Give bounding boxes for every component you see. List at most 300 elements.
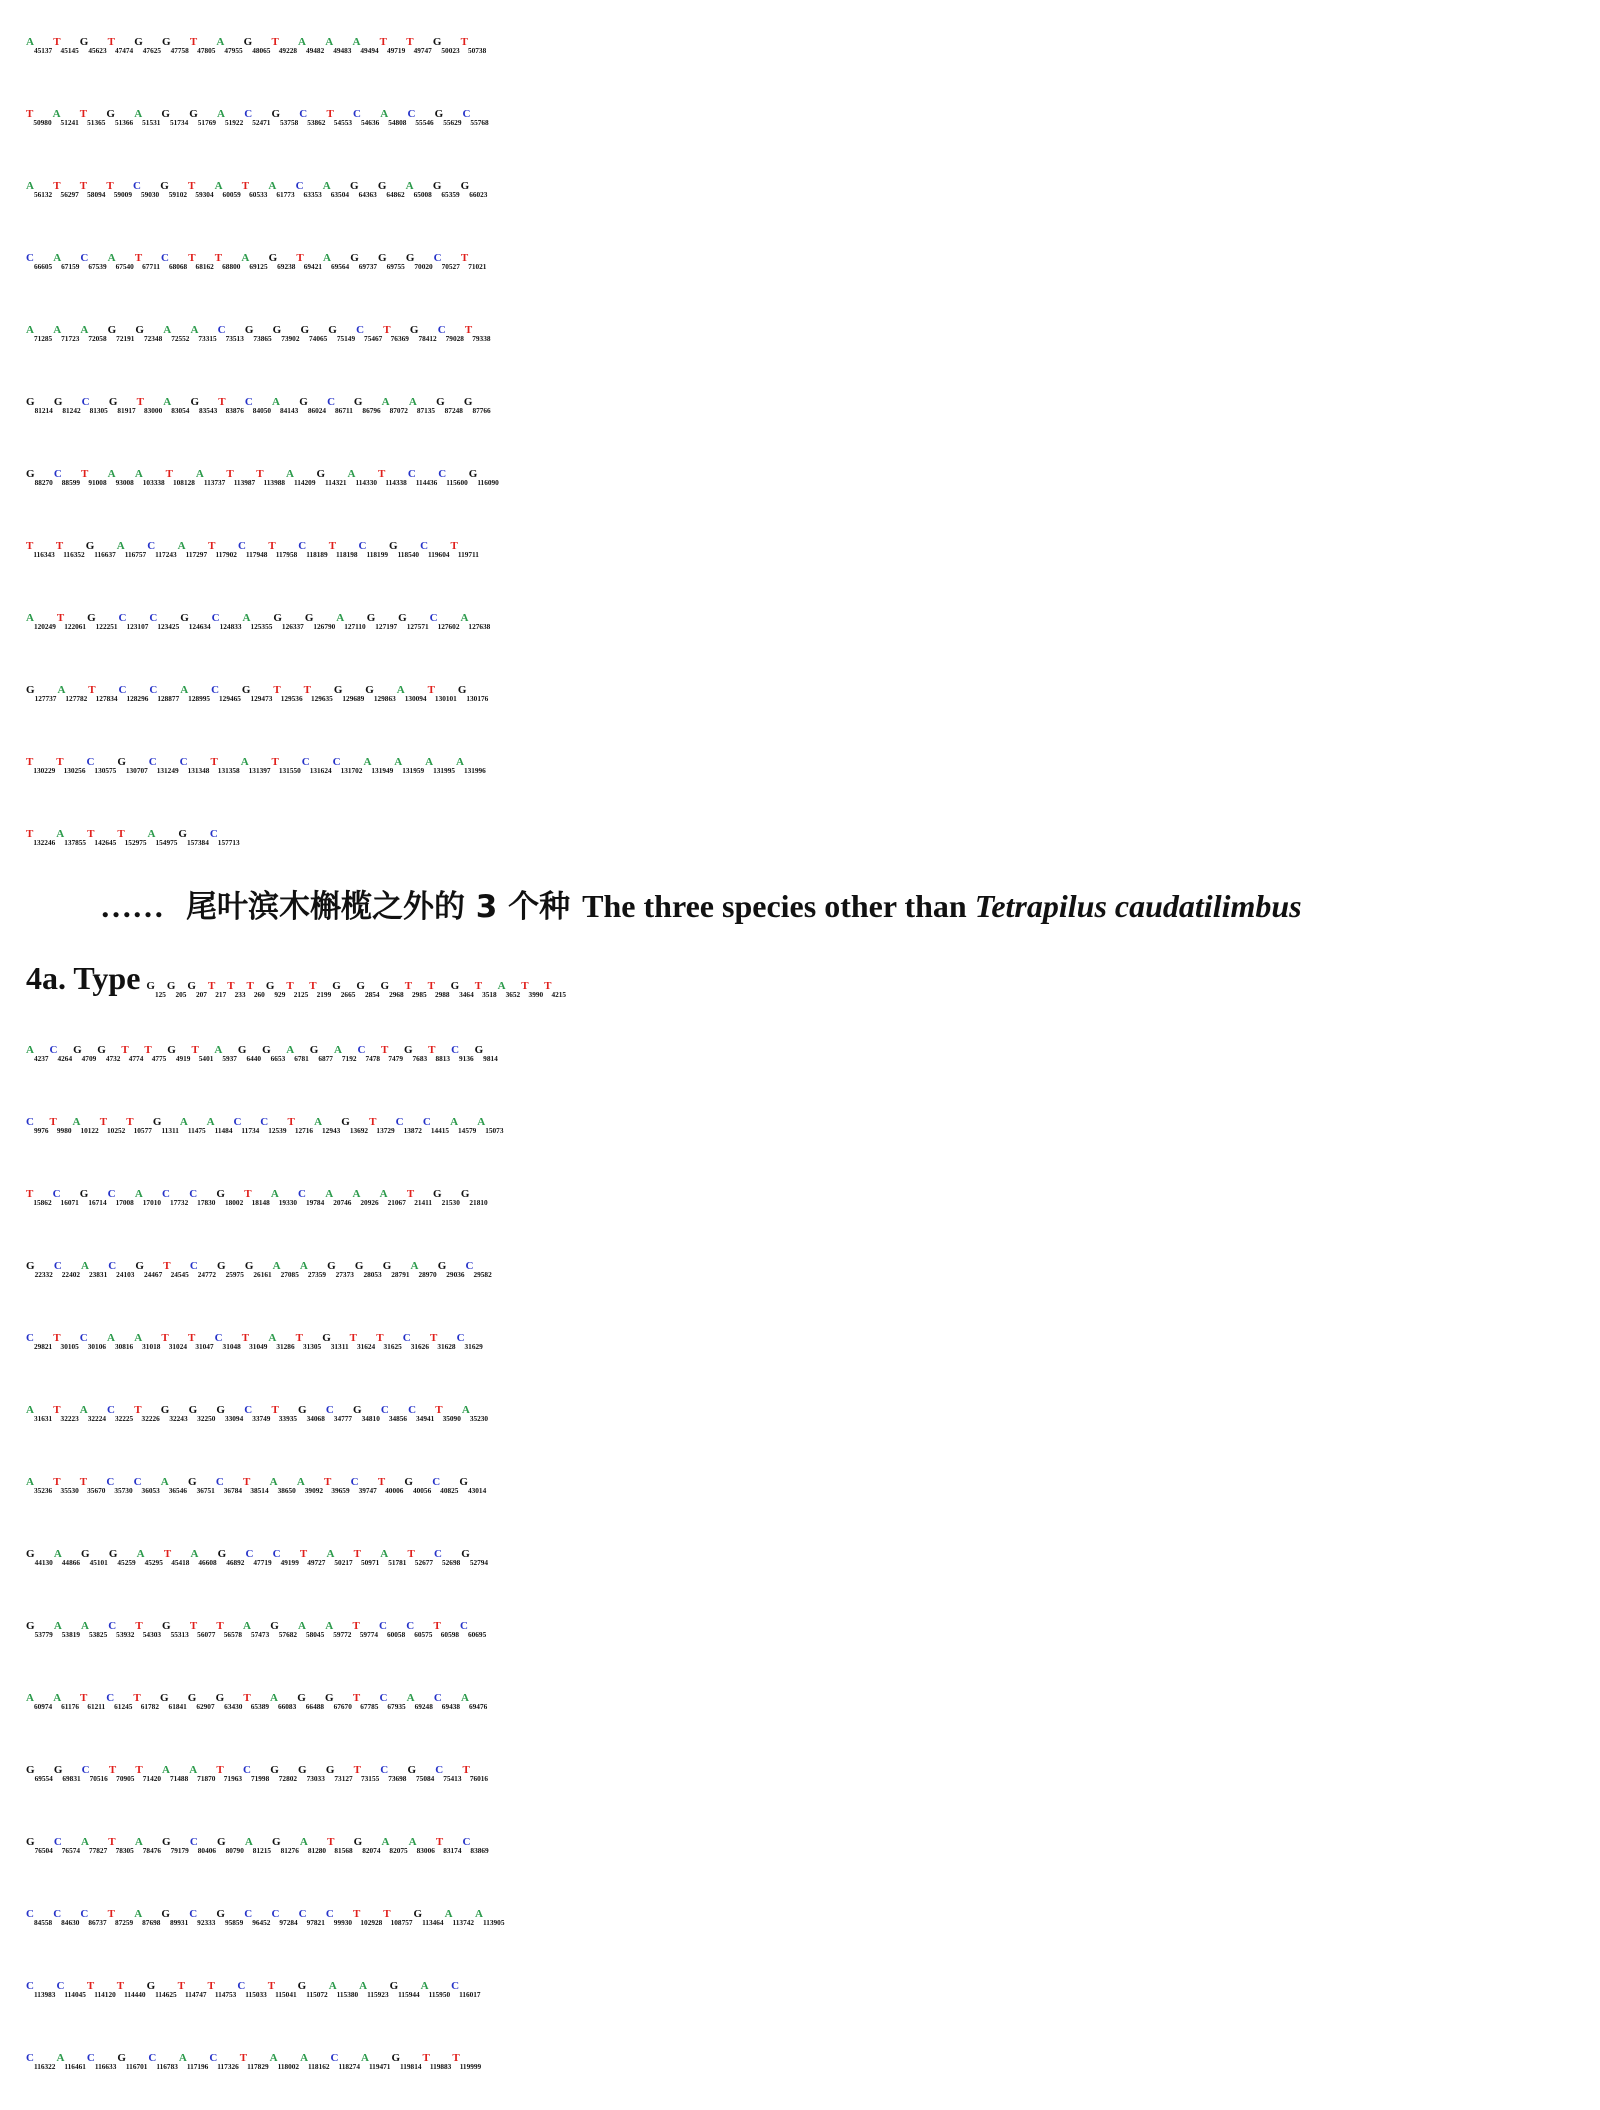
variant-site (116, 1980, 147, 1999)
site-position: 11484 (214, 1126, 233, 1135)
nucleotide-base: C (465, 1260, 474, 1272)
site-position: 49482 (305, 46, 325, 55)
nucleotide-base: C (325, 1908, 334, 1920)
nucleotide-base: A (80, 324, 89, 336)
nucleotide-base: G (159, 1692, 169, 1704)
site-position: 34810 (361, 1414, 380, 1423)
variant-site (53, 324, 80, 343)
variant-site (465, 1260, 493, 1279)
nucleotide-base: C (80, 1908, 89, 1920)
site-position: 113983 (33, 1990, 56, 1999)
variant-site (207, 1980, 238, 1999)
nucleotide-base: G (26, 1764, 35, 1776)
variant-site (53, 1764, 82, 1783)
nucleotide-base: C (209, 828, 218, 840)
nucleotide-base: T (88, 684, 96, 696)
site-position: 71021 (468, 262, 487, 271)
nucleotide-base: G (316, 468, 326, 480)
nucleotide-base: A (195, 468, 204, 480)
nucleotide-base: G (463, 396, 473, 408)
site-position: 68800 (222, 262, 241, 271)
sequence-line (26, 1102, 1586, 1174)
site-position: 130707 (125, 766, 148, 775)
site-position: 51365 (87, 118, 106, 127)
site-position: 35230 (469, 1414, 489, 1423)
variant-site (352, 1692, 380, 1711)
variant-site (420, 1980, 451, 1999)
site-position: 119711 (457, 550, 479, 559)
site-position: 122251 (95, 622, 118, 631)
nucleotide-base: G (53, 1764, 63, 1776)
variant-site (167, 1044, 191, 1063)
site-position: 26161 (253, 1270, 272, 1279)
nucleotide-base: A (298, 36, 306, 48)
variant-site (420, 540, 450, 559)
site-position: 117243 (155, 550, 177, 559)
variant-site (408, 1836, 436, 1855)
variant-site (216, 1620, 243, 1639)
variant-site (187, 1692, 216, 1711)
site-position: 113988 (263, 478, 286, 487)
site-position: 76369 (390, 334, 409, 343)
site-position: 118198 (336, 550, 358, 559)
variant-site (269, 1476, 297, 1495)
nucleotide-base: T (26, 1188, 34, 1200)
nucleotide-base: G (333, 684, 343, 696)
site-position: 39747 (358, 1486, 377, 1495)
nucleotide-base: A (53, 252, 62, 264)
nucleotide-base: G (217, 1548, 227, 1560)
site-position: 83869 (470, 1846, 489, 1855)
variant-site (134, 108, 161, 127)
site-position: 5937 (222, 1054, 237, 1063)
nucleotide-base: G (162, 1836, 171, 1848)
nucleotide-base: C (301, 756, 310, 768)
variant-site (52, 108, 80, 127)
variant-site (298, 1908, 326, 1927)
variant-site (438, 468, 468, 487)
nucleotide-base: T (26, 828, 34, 840)
variant-site (26, 108, 53, 127)
variant-site (296, 1476, 324, 1495)
site-position: 132246 (33, 838, 56, 847)
nucleotide-base: G (265, 980, 275, 992)
variant-site (53, 1836, 81, 1855)
variant-site (135, 1260, 163, 1279)
variant-site (325, 1692, 353, 1711)
nucleotide-base: C (456, 1332, 465, 1344)
site-position: 56297 (60, 190, 79, 199)
site-position: 97284 (279, 1918, 298, 1927)
variant-site (216, 1908, 244, 1927)
nucleotide-base: A (405, 180, 414, 192)
variant-site (218, 396, 245, 415)
site-position: 34856 (388, 1414, 408, 1423)
variant-site (134, 468, 166, 487)
variant-site (107, 1908, 135, 1927)
site-position: 108757 (390, 1918, 413, 1927)
nucleotide-base: G (244, 1260, 254, 1272)
site-position: 31047 (195, 1342, 214, 1351)
site-position: 59009 (113, 190, 132, 199)
site-position: 126790 (313, 622, 336, 631)
variant-site (178, 828, 209, 847)
nucleotide-base: A (56, 828, 65, 840)
site-position: 119999 (459, 2062, 482, 2071)
site-position: 83054 (171, 406, 190, 415)
nucleotide-base: T (286, 980, 294, 992)
site-position: 127834 (95, 694, 118, 703)
site-position: 49483 (333, 46, 352, 55)
variant-site (216, 1404, 244, 1423)
variant-site (26, 1116, 50, 1135)
site-position: 51781 (388, 1558, 407, 1567)
variant-site (325, 36, 352, 55)
nucleotide-base: C (420, 540, 429, 552)
variant-site (117, 2052, 148, 2071)
variant-site (214, 1044, 238, 1063)
nucleotide-base: G (432, 36, 442, 48)
nucleotide-base: A (134, 1908, 143, 1920)
variant-site (121, 1044, 144, 1063)
site-position: 47625 (142, 46, 162, 55)
variant-site (246, 980, 266, 999)
site-position: 49747 (413, 46, 432, 55)
nucleotide-base: T (239, 2052, 248, 2064)
site-position: 115072 (306, 1990, 328, 1999)
variant-site (188, 1476, 216, 1495)
site-position: 71998 (250, 1774, 270, 1783)
variant-site (256, 468, 286, 487)
variant-site (462, 108, 489, 127)
site-position: 27085 (280, 1270, 299, 1279)
variant-site (214, 1332, 242, 1351)
variant-site (244, 396, 272, 415)
variant-site (190, 396, 218, 415)
site-position: 17008 (115, 1198, 134, 1207)
variant-site (56, 612, 87, 631)
site-position: 55629 (443, 118, 462, 127)
variant-site (191, 1044, 214, 1063)
nucleotide-base: G (215, 1692, 225, 1704)
variant-site (381, 1044, 404, 1063)
site-position: 31626 (410, 1342, 429, 1351)
nucleotide-base: G (108, 396, 118, 408)
variant-site (209, 2052, 239, 2071)
nucleotide-base: G (216, 1188, 225, 1200)
nucleotide-base: T (188, 1332, 196, 1344)
nucleotide-base: T (327, 1836, 335, 1848)
site-position: 114120 (94, 1990, 116, 1999)
site-position: 47719 (253, 1558, 272, 1567)
variant-site (195, 468, 226, 487)
variant-site (134, 36, 162, 55)
nucleotide-base: G (300, 324, 310, 336)
variant-site (56, 828, 87, 847)
variant-site (26, 1836, 54, 1855)
nucleotide-base: A (26, 180, 34, 192)
site-position: 31305 (302, 1342, 322, 1351)
variant-site (227, 980, 246, 999)
variant-site (325, 1764, 354, 1783)
nucleotide-base: A (359, 1980, 368, 1992)
nucleotide-base: A (163, 396, 172, 408)
variant-site (330, 2052, 361, 2071)
variant-site (244, 1836, 272, 1855)
nucleotide-base: G (216, 1404, 225, 1416)
nucleotide-base: T (53, 1476, 61, 1488)
site-position: 118002 (277, 2062, 300, 2071)
variant-site (161, 1332, 188, 1351)
sequence-line (26, 1390, 1586, 1462)
heading-chinese: 尾叶滨木槲榄之外的 3 个种 (186, 889, 571, 925)
variant-site (429, 1332, 457, 1351)
nucleotide-base: T (86, 1980, 95, 1992)
variant-site (134, 1908, 161, 1927)
variant-site (244, 1404, 271, 1423)
variant-site (444, 1908, 475, 1927)
site-position: 72058 (88, 334, 107, 343)
site-position: 115041 (275, 1990, 297, 1999)
nucleotide-base: C (214, 1332, 223, 1344)
nucleotide-base: T (299, 1548, 308, 1560)
nucleotide-base: G (146, 980, 155, 992)
nucleotide-base: A (336, 612, 345, 624)
site-position: 21411 (414, 1198, 433, 1207)
site-position: 2854 (364, 990, 380, 999)
site-position: 75467 (364, 334, 383, 343)
site-position: 157384 (186, 838, 209, 847)
variant-site (237, 540, 268, 559)
site-position: 8813 (435, 1054, 451, 1063)
variant-site (136, 1548, 164, 1567)
site-position: 47805 (197, 46, 216, 55)
nucleotide-base: T (106, 180, 114, 192)
nucleotide-base: G (460, 1188, 470, 1200)
variant-site (298, 1620, 325, 1639)
variant-site (333, 1044, 358, 1063)
nucleotide-base: C (244, 108, 253, 120)
nucleotide-base: T (324, 1476, 332, 1488)
nucleotide-base: G (262, 1044, 271, 1056)
nucleotide-base: T (464, 324, 473, 336)
nucleotide-base: A (455, 756, 464, 768)
variant-site (468, 468, 500, 487)
variant-site (217, 324, 245, 343)
variant-site (403, 1044, 428, 1063)
variant-site (303, 684, 334, 703)
site-position: 49719 (386, 46, 406, 55)
site-position: 114330 (355, 478, 377, 487)
site-position: 55546 (415, 118, 434, 127)
site-position: 115600 (446, 478, 468, 487)
nucleotide-base: C (325, 1404, 334, 1416)
variant-site (460, 36, 488, 55)
nucleotide-base: T (462, 1764, 470, 1776)
site-position: 119883 (429, 2062, 452, 2071)
site-position: 24772 (197, 1270, 217, 1279)
nucleotide-base: A (26, 324, 34, 336)
site-position: 61211 (87, 1702, 106, 1711)
variant-site (396, 684, 428, 703)
site-position: 113905 (482, 1918, 505, 1927)
site-position: 114436 (415, 478, 438, 487)
nucleotide-base: T (460, 36, 468, 48)
nucleotide-base: A (286, 1044, 295, 1056)
variant-site (450, 1116, 477, 1135)
nucleotide-base: G (404, 1476, 413, 1488)
variant-site (108, 1836, 135, 1855)
variant-site (26, 1980, 56, 1999)
site-position: 87698 (142, 1918, 161, 1927)
site-position: 75084 (416, 1774, 435, 1783)
variant-site (107, 468, 135, 487)
site-position: 54636 (361, 118, 380, 127)
site-position: 57682 (278, 1630, 298, 1639)
nucleotide-base: G (135, 324, 144, 336)
variant-site (410, 1260, 438, 1279)
nucleotide-base: T (544, 980, 552, 992)
site-position: 71285 (33, 334, 53, 343)
variant-site (460, 612, 491, 631)
variant-site (241, 684, 273, 703)
nucleotide-base: G (353, 1836, 363, 1848)
site-position: 66023 (469, 190, 488, 199)
nucleotide-base: T (352, 1692, 361, 1704)
site-position: 17732 (169, 1198, 189, 1207)
nucleotide-base: G (270, 1620, 279, 1632)
site-position: 116637 (94, 550, 116, 559)
nucleotide-base: A (325, 1620, 334, 1632)
site-position: 34777 (333, 1414, 353, 1423)
sequence-line (26, 2038, 1586, 2110)
site-position: 71723 (61, 334, 80, 343)
variant-site (133, 1692, 160, 1711)
site-position: 71420 (142, 1774, 162, 1783)
variant-site (147, 828, 179, 847)
nucleotide-base: T (296, 252, 304, 264)
nucleotide-base: A (408, 396, 417, 408)
site-position: 57473 (250, 1630, 270, 1639)
variant-site (328, 324, 356, 343)
variant-site (188, 1404, 217, 1423)
nucleotide-base: A (270, 1692, 278, 1704)
site-position: 131949 (371, 766, 394, 775)
site-position: 65008 (413, 190, 432, 199)
nucleotide-base: T (144, 1044, 152, 1056)
site-position: 29821 (33, 1342, 53, 1351)
nucleotide-base: G (409, 324, 419, 336)
variant-site (352, 1620, 379, 1639)
variant-site (214, 252, 242, 271)
nucleotide-base: T (287, 1116, 295, 1128)
nucleotide-base: C (379, 1620, 387, 1632)
variant-site (159, 1692, 188, 1711)
variant-site (460, 180, 489, 199)
nucleotide-base: C (161, 252, 169, 264)
site-position: 128877 (157, 694, 180, 703)
sequence-line (26, 1534, 1586, 1606)
site-position: 11311 (161, 1126, 179, 1135)
nucleotide-base: C (217, 324, 226, 336)
variant-site (188, 252, 215, 271)
nucleotide-base: T (406, 36, 414, 48)
nucleotide-base: G (350, 180, 359, 192)
site-position: 4709 (81, 1054, 97, 1063)
variant-site (380, 1404, 408, 1423)
variant-site (243, 1476, 270, 1495)
site-position: 7683 (412, 1054, 428, 1063)
nucleotide-base: C (132, 180, 141, 192)
variant-site (133, 1476, 161, 1495)
nucleotide-base: G (79, 1188, 89, 1200)
site-position: 50971 (361, 1558, 380, 1567)
nucleotide-base: A (26, 36, 34, 48)
nucleotide-base: G (272, 324, 282, 336)
variant-site (298, 540, 328, 559)
site-position: 31624 (356, 1342, 376, 1351)
site-position: 114045 (64, 1990, 86, 1999)
variant-site (243, 36, 272, 55)
variant-site (26, 1548, 54, 1567)
nucleotide-base: T (26, 108, 34, 120)
nucleotide-base: A (206, 1116, 215, 1128)
nucleotide-base: G (79, 36, 89, 48)
variant-site (327, 1260, 355, 1279)
nucleotide-base: C (408, 1404, 417, 1416)
site-position: 81305 (89, 406, 108, 415)
nucleotide-base: T (53, 180, 61, 192)
site-position: 9976 (33, 1126, 49, 1135)
variant-site (189, 1908, 216, 1927)
site-position: 58094 (87, 190, 106, 199)
site-position: 59102 (168, 190, 187, 199)
sequence-line (26, 94, 1586, 166)
site-position: 81280 (307, 1846, 327, 1855)
site-position: 129536 (280, 694, 303, 703)
nucleotide-base: G (298, 1764, 307, 1776)
variant-site (146, 1980, 178, 1999)
nucleotide-base: G (178, 828, 187, 840)
site-position: 32225 (114, 1414, 134, 1423)
nucleotide-base: C (429, 612, 438, 624)
variant-site (148, 2052, 178, 2071)
site-position: 65359 (441, 190, 460, 199)
site-position: 65389 (250, 1702, 270, 1711)
nucleotide-base: G (268, 252, 278, 264)
site-position: 114209 (293, 478, 316, 487)
nucleotide-base: A (450, 1116, 459, 1128)
nucleotide-base: A (326, 1548, 335, 1560)
variant-site (286, 1044, 310, 1063)
variant-site (26, 828, 56, 847)
site-position: 115923 (367, 1990, 389, 1999)
nucleotide-base: G (134, 36, 143, 48)
variant-site (353, 1836, 382, 1855)
variant-site (166, 980, 188, 999)
variant-site (327, 396, 354, 415)
nucleotide-base: C (243, 1764, 251, 1776)
nucleotide-base: T (246, 980, 254, 992)
site-position: 29582 (473, 1270, 492, 1279)
nucleotide-base: T (303, 684, 311, 696)
site-position: 7479 (388, 1054, 403, 1063)
variant-site (296, 252, 323, 271)
nucleotide-base: T (267, 1980, 276, 1992)
variant-site (432, 36, 461, 55)
nucleotide-base: G (353, 396, 363, 408)
site-position: 114321 (325, 478, 347, 487)
